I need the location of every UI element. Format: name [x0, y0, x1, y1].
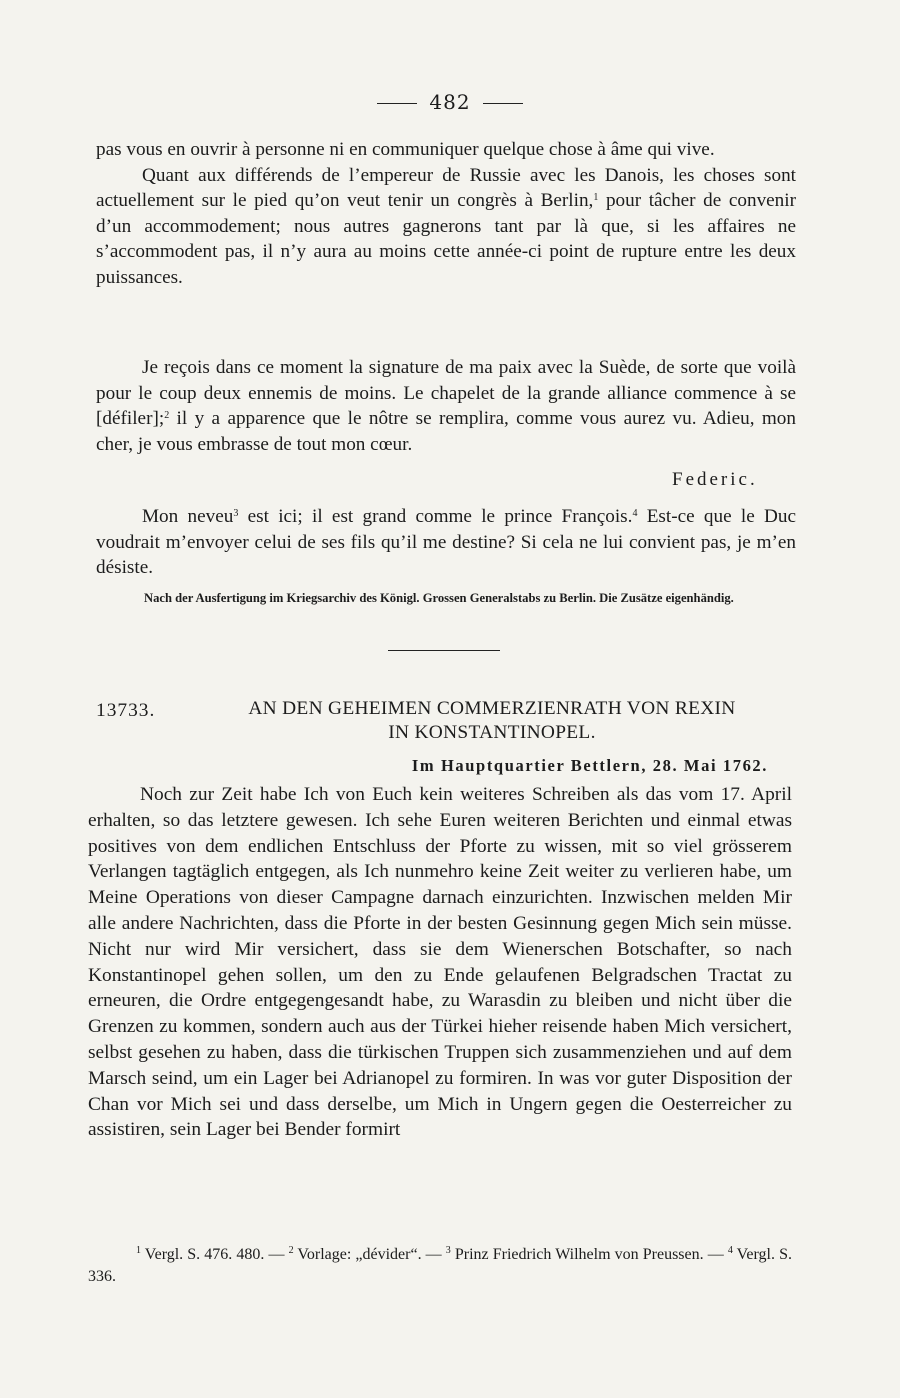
header-dash-left	[377, 103, 417, 104]
french-paragraph-2-text-a: Quant aux différends de l’empereur de Russie avec les Danois, les choses sont actuellement sur le pied qu’on veut tenir un congrès à Berlin,	[96, 164, 796, 211]
french-paragraph-4	[96, 504, 796, 581]
french-letter-closing	[96, 355, 796, 457]
french-letter-continuation	[96, 137, 796, 290]
german-letter-body: Noch zur Zeit habe Ich von Euch kein weiteres Schreiben als das vom 17. April erhalten, so das letztere gewesen. Ich sehe Euren weiteren Berichten und einmal etwas positives von dem endlichen Entschluss der Pforte zu wissen, mit so viel grösserem Verlangen tagtäglich entgegen, als Ich nunmehro keine Zeit weiter zu verlieren habe, um Meine Operations von dieser Campagne darnach einzurichten. Inzwischen melden Mir alle andere Nachrichten, dass die Pforte in der besten Gesinnung gegen Mich sein müsse. Nicht nur wird Mir versichert, dass sie dem Wienerschen Botschafter, so nach Konstantinopel gehen sollen, um den zu Ende gelaufenen Belgradschen Tractat zu erneuren, die Ordre entgegengesandt habe, zu Warasdin zu bleiben und nicht über die Grenzen zu kommen, sondern auch aus der Türkei hieher reisende haben Mich versichert, selbst gesehen zu haben, dass die türkischen Truppen sich zusammenziehen und auf dem Marsch seind, um ein Lager bei Adrianopel zu formiren. In was vor guter Disposition der Chan vor Mich sei und dass derselbe, um Mich in Ungern gegen die Oesterreicher zu assistiren, sein Lager bei Bender formirt	[88, 784, 792, 1141]
page-number: 482	[429, 90, 471, 114]
footnote-mark-3: 3	[445, 1245, 451, 1256]
document-number: 13733.	[96, 700, 156, 721]
french-paragraph-4-text-b: est ici; il est grand comme le prince François.	[238, 506, 633, 527]
signature: Federic.	[672, 469, 758, 490]
footnotes	[88, 1244, 792, 1288]
footnote-4: Vergl. S. 336.	[88, 1246, 793, 1285]
french-paragraph-2-text-b: pour tâcher de convenir d’un accommodement; nous autres gagnerons tant par là que, si les affaires ne s’accommodent pas, il n’y aura au moins cette année-ci point de rupture entre les deux puissances.	[96, 190, 796, 288]
page-header	[0, 90, 900, 114]
document-title	[188, 697, 796, 745]
french-paragraph-1: pas vous en ouvrir à personne ni en communiquer quelque chose à âme qui vive.	[96, 139, 715, 160]
dateline: Im Hauptquartier Bettlern, 28. Mai 1762.	[411, 756, 768, 775]
french-postscript	[96, 504, 796, 581]
footnote-ref-4: 4	[632, 508, 638, 519]
footnote-1: Vergl. S. 476. 480. —	[141, 1246, 289, 1263]
header-dash-right	[483, 103, 523, 104]
footnote-ref-1: 1	[593, 192, 599, 203]
source-note: Nach der Ausfertigung im Kriegsarchiv des Königl. Grossen Generalstabs zu Berlin. Die Zusätze eigenhändig.	[144, 591, 734, 605]
footnote-3: Prinz Friedrich Wilhelm von Preussen. —	[450, 1246, 728, 1263]
french-paragraph-3-text-a: Je reçois dans ce moment la signature de ma paix avec la Suède, de sorte que voilà pour le coup deux ennemis de moins. Le chapelet de la grande alliance commence à se [défiler];	[96, 357, 796, 429]
french-paragraph-3	[96, 355, 796, 457]
footnote-ref-3: 3	[233, 508, 239, 519]
french-paragraph-4-text-c: Est-ce que le Duc voudrait m’envoyer celui de ses fils qu’il me destine? Si cela ne lui convient pas, je m’en désiste.	[96, 506, 796, 578]
french-paragraph-4-text-a: Mon neveu	[142, 506, 234, 527]
section-divider	[388, 650, 500, 651]
footnote-mark-1: 1	[136, 1245, 141, 1256]
french-paragraph-3-text-b: il y a apparence que le nôtre se remplira, comme vous aurez vu. Adieu, mon cher, je vous embrasse de tout mon cœur.	[96, 408, 796, 455]
document-title-line-1: AN DEN GEHEIMEN COMMERZIENRATH VON REXIN	[248, 698, 736, 719]
footnote-ref-2: 2	[164, 410, 170, 421]
footnote-2: Vorlage: „dévider“. —	[293, 1246, 446, 1263]
footnote-mark-4: 4	[727, 1245, 733, 1256]
french-paragraph-2	[96, 163, 796, 291]
document-title-line-2: IN KONSTANTINOPEL.	[388, 722, 596, 743]
footnote-mark-2: 2	[288, 1245, 294, 1256]
